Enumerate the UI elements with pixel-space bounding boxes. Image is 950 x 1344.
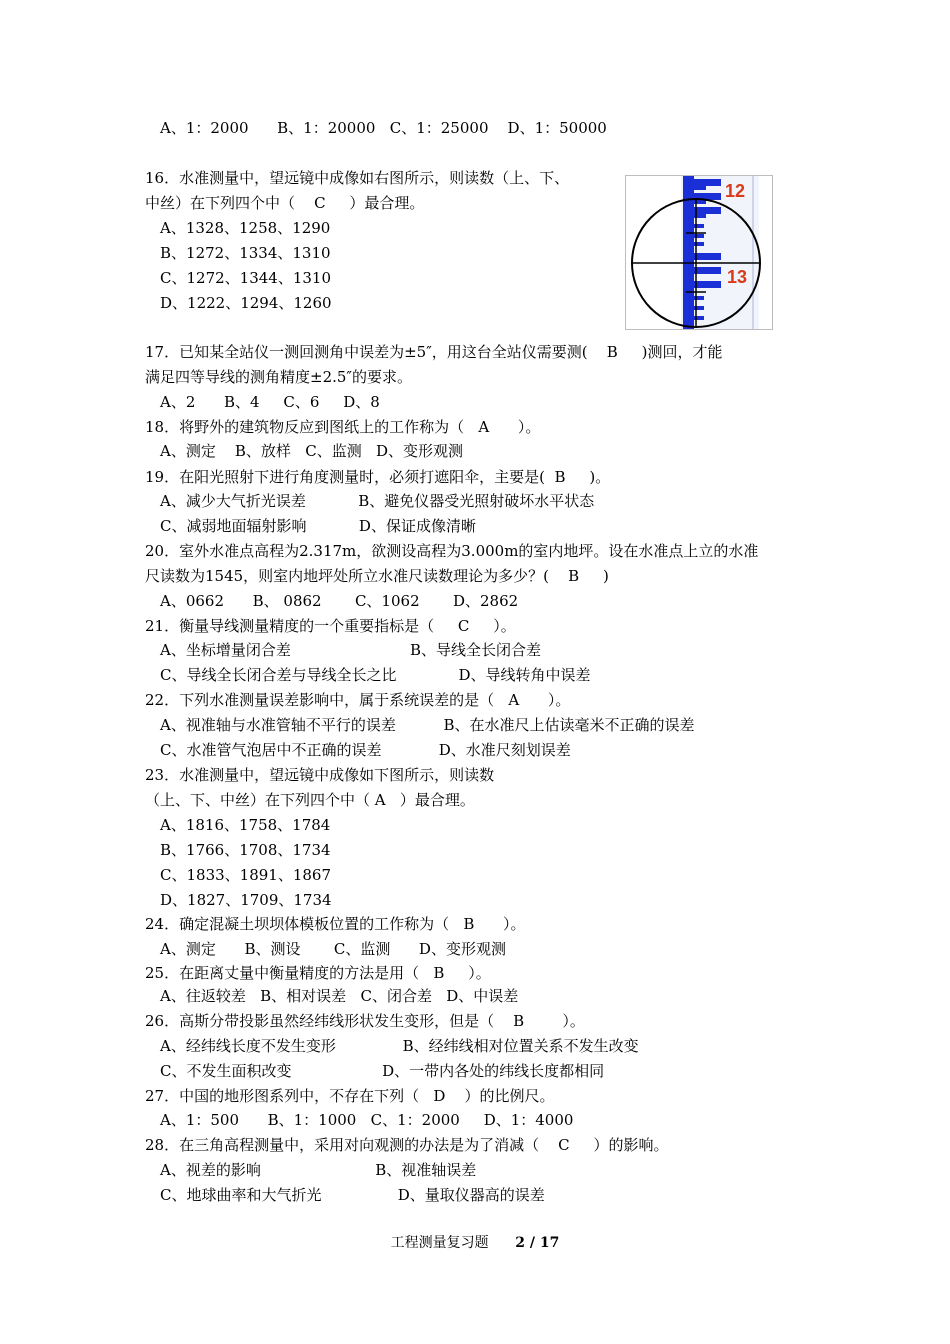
q28-stem: 28．在三角高程测量中，采用对向观测的办法是为了消减（ C ）的影响。 <box>145 1136 669 1154</box>
q25-options: A、往返较差 B、相对误差 C、闭合差 D、中误差 <box>160 987 519 1005</box>
q23-option-c: C、1833、1891、1867 <box>160 866 331 884</box>
staff-label-top: 12 <box>725 181 746 201</box>
q26-stem: 26．高斯分带投影虽然经纬线形状发生变形，但是（ B ）。 <box>145 1012 585 1030</box>
q27-stem: 27．中国的地形图系列中，不存在下列（ D ）的比例尺。 <box>145 1087 555 1105</box>
q21-options-ab: A、坐标增量闭合差 B、导线全长闭合差 <box>160 641 542 659</box>
q19-stem: 19．在阳光照射下进行角度测量时，必须打遮阳伞，主要是( B )。 <box>145 468 611 486</box>
q24-options: A、测定 B、测设 C、监测 D、变形观测 <box>160 940 506 958</box>
q23-stem-2: （上、下、中丝）在下列四个中（ A ）最合理。 <box>145 791 475 809</box>
q15-options: A、1：2000 B、1：20000 C、1：25000 D、1：50000 <box>160 119 607 137</box>
q18-stem: 18．将野外的建筑物反应到图纸上的工作称为（ A ）。 <box>145 418 541 436</box>
page-number: 2 / 17 <box>515 1235 560 1251</box>
q22-options-ab: A、视准轴与水准管轴不平行的误差 B、在水准尺上估读毫米不正确的误差 <box>160 716 695 734</box>
staff-label-bottom: 13 <box>727 267 748 287</box>
q23-option-a: A、1816、1758、1784 <box>160 816 331 834</box>
q20-stem-1: 20．室外水准点高程为2.317m，欲测设高程为3.000m的室内地坪。设在水准点上立的水准 <box>145 542 759 560</box>
q21-options-cd: C、导线全长闭合差与导线全长之比 D、导线转角中误差 <box>160 666 591 684</box>
page-footer <box>0 1232 950 1252</box>
q26-options-ab: A、经纬线长度不发生变形 B、经纬线相对位置关系不发生改变 <box>160 1037 639 1055</box>
q26-options-cd: C、不发生面积改变 D、一带内各处的纬线长度都相同 <box>160 1062 605 1080</box>
q22-options-cd: C、水准管气泡居中不正确的误差 D、水准尺刻划误差 <box>160 741 571 759</box>
q23-option-d: D、1827、1709、1734 <box>160 891 332 909</box>
q18-options: A、测定 B、放样 C、监测 D、变形观测 <box>160 442 464 460</box>
q19-options-ab: A、减少大气折光误差 B、避免仪器受光照射破坏水平状态 <box>160 492 595 510</box>
q22-stem: 22．下列水准测量误差影响中，属于系统误差的是（ A ）。 <box>145 691 571 709</box>
q20-stem-2: 尺读数为1545，则室内地坪处所立水准尺读数理论为多少？( B ) <box>145 567 609 585</box>
q23-stem-1: 23．水准测量中，望远镜中成像如下图所示，则读数 <box>145 766 495 784</box>
footer-title: 工程测量复习题 <box>390 1235 489 1251</box>
q27-options: A、1：500 B、1：1000 C、1：2000 D、1：4000 <box>160 1111 574 1129</box>
q17-stem-1: 17．已知某全站仪一测回测角中误差为±5″，用这台全站仪需要测( B )测回，才能 <box>145 343 723 361</box>
leveling-staff-figure <box>625 175 773 330</box>
q20-options: A、0662 B、 0862 C、1062 D、2862 <box>160 592 519 610</box>
q28-options-ab: A、视差的影响 B、视准轴误差 <box>160 1161 477 1179</box>
q28-options-cd: C、地球曲率和大气折光 D、量取仪器高的误差 <box>160 1186 545 1204</box>
q16-option-a: A、1328、1258、1290 <box>160 219 331 237</box>
q19-options-cd: C、减弱地面辐射影响 D、保证成像清晰 <box>160 517 476 535</box>
q17-stem-2: 满足四等导线的测角精度±2.5″的要求。 <box>145 368 413 386</box>
q25-stem: 25．在距离丈量中衡量精度的方法是用（ B ）。 <box>145 964 491 982</box>
q24-stem: 24．确定混凝土坝坝体模板位置的工作称为（ B ）。 <box>145 915 526 933</box>
q21-stem: 21．衡量导线测量精度的一个重要指标是（ C ）。 <box>145 617 516 635</box>
q17-options: A、2 B、4 C、6 D、8 <box>160 393 380 411</box>
q16-stem-1: 16．水准测量中，望远镜中成像如右图所示，则读数（上、下、 <box>145 169 570 187</box>
q16-option-d: D、1222、1294、1260 <box>160 294 332 312</box>
q16-option-c: C、1272、1344、1310 <box>160 269 331 287</box>
telescope-view-diagram <box>626 176 772 329</box>
q16-option-b: B、1272、1334、1310 <box>160 244 331 262</box>
q16-stem-2: 中丝）在下列四个中（ C ）最合理。 <box>145 194 425 212</box>
q23-option-b: B、1766、1708、1734 <box>160 841 331 859</box>
